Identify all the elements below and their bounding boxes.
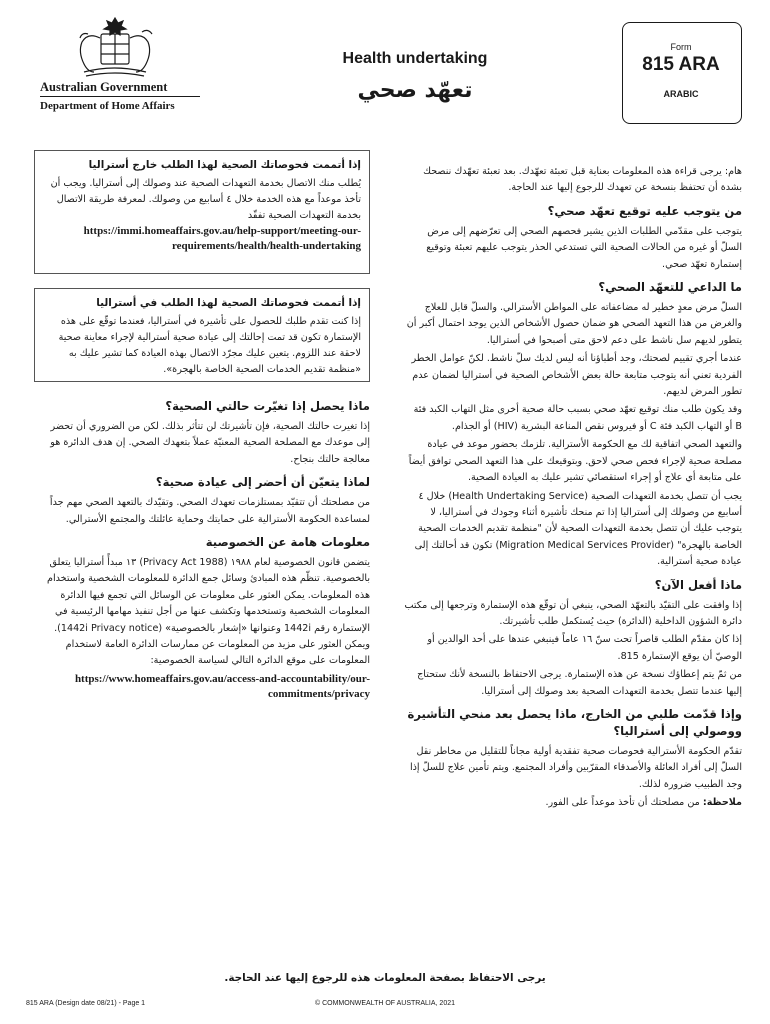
government-name: Australian Government <box>40 80 168 94</box>
section-heading-privacy: معلومات هامة عن الخصوصية <box>205 535 370 550</box>
box-title: إذا أتممت فحوصاتك الصحية لهذا الطلب خارج أستراليا <box>88 159 361 171</box>
intro-paragraph: هام: يرجى قراءة هذه المعلومات بعناية قبل تعبئة تعهّدك. بعد تعبئة تعهّدك ننصحك بشدة أن تحتفظ بنسخة عن تعهدك للرجوع إليها عند الحاجة. <box>423 166 742 194</box>
paragraph: وقد يكون طلب منك توقيع تعهّد صحي بسبب حالة صحية أخرى مثل التهاب الكبد فئة B أو التهاب الكبد فئة C أو فيروس نقص المناعة البشرية (HIV) أو الجذام. <box>413 404 742 432</box>
paragraph: عندما أجري تقييم لصحتك، وجد أطباؤنا أنه ليس لديك سلّ ناشط. لكنّ عوامل الخطر الفردية تعني أنه يتوجب متابعة حالة بعض الأشخاص الصحية في أستراليا لضمان عدم تطور المرض لديهم. <box>411 353 742 398</box>
paragraph: إذا تغيرت حالتك الصحية، فإن تأشيرتك لن تتأثر بذلك. لكن من الضروري أن تحضر إلى موعدك مع المصلحة الصحية المعنيّة عملاً بتعهدك الصحي. إن هدف الدائرة هو معالجة حالتك بنجاح. <box>50 421 370 465</box>
section-heading-why-undertaking: ما الداعي للتعهّد الصحي؟ <box>598 280 742 295</box>
health-undertaking-link[interactable]: https://immi.homeaffairs.gov.au/help-support/meeting-our-requirements/health/health-undertaking <box>83 225 361 252</box>
section-heading-health-change: ماذا يحصل إذا تغيّرت حالتي الصحية؟ <box>165 399 370 413</box>
paragraph: من مصلحتك أن تتقيّد بمستلزمات تعهدك الصحي. وتقيّدك بالتعهد الصحي مهم جداً لمساعدة الحكومة الأسترالية على حمايتك وحماية عائلتك والمجتمع الأسترالي. <box>49 497 370 525</box>
paragraph: تقدّم الحكومة الأسترالية فحوصات صحية تفقدية أولية مجاناً للتقليل من مخاطر نقل السلّ إلى أفراد العائلة والأصدقاء المقرّبين وأفراد المجتمع. ويتم تأمين علاج للسلّ إذا وجد الطبيب ضرورة لذلك. <box>409 745 742 790</box>
note-text: من مصلحتك أن تأخذ موعداً على الفور. <box>545 797 700 809</box>
paragraph: إذا كان مقدّم الطلب قاصراً تحت سنّ ١٦ عاماً فينبغي عندها على أحد الوالدين أو الوصيّ أن يوقع الإستمارة 815. <box>427 634 742 662</box>
onshore-info-box <box>34 288 370 382</box>
paragraph: إذا وافقت على التقيّد بالتعهّد الصحي، ينبغي أن توقّع هذه الإستمارة وترجعها إلى مكتب دائرة الشؤون الداخلية (الدائرة) حيث يُستكمل طلب تأشيرتك. <box>404 599 742 627</box>
footer-form-info: 815 ARA (Design date 08/21) - Page 1 <box>26 1000 146 1007</box>
document-title-arabic: تعهّد صحي <box>357 78 473 103</box>
paragraph: والتعهد الصحي اتفاقية لك مع الحكومة الأسترالية. تلزمك بحضور موعد في عيادة مصلحة صحية لإجراء فحص صحي لاحق. وبتوقيعك على هذا التعهد الصحي توافق أيضاً على متابعة أي علاج أو إجراء استقصائي تشير عليك به العيادة الصحية. <box>408 439 742 484</box>
footer-keep-note: يرجى الاحتفاظ بصفحة المعلومات هذه للرجوع إليها عند الحاجة. <box>224 972 546 984</box>
box-title: إذا أتممت فحوصاتك الصحية لهذا الطلب في أستراليا <box>96 297 361 309</box>
form-label: Form <box>670 42 692 52</box>
box-text: يُطلب منك الاتصال بخدمة التعهدات الصحية عند وصولك إلى أستراليا. ويجب أن تأخذ موعداً مع هذه الخدمة خلال ٤ أسابيع من وصولك. لمعرفة طريقة الاتصال بخدمة التعهدات الصحية تفقّد <box>50 178 361 221</box>
paragraph: يجب أن تتصل بخدمة التعهدات الصحية (Health Undertaking Service) خلال ٤ أسابيع من وصولك إلى أستراليا إذا تم منحك تأشيرة أثناء وجودك في أستراليا، لا يتوجب عليك أن تتصل بخدمة التعهدات الصحية لأن "منظمة تقديم الخدمات الصحية الخاصة بالهجرة" (Migration Medical Services Provider) تكون قد أحالتك إلى عيادة صحية أسترالية. <box>414 490 742 568</box>
privacy-paragraph: يتضمن قانون الخصوصية لعام ١٩٨٨ (Privacy Act 1988) ١٣ مبدأً أستراليا يتعلق بالخصوصية. تنظّم هذه المبادئ وسائل جمع الدائرة للمعلومات الشخصية واستخدام هذه المعلومات. يمكن العثور على معلومات عن الوسائل التي تجمع فيها الدائرة المعلومات الشخصية وتستخدمها وتكشف عنها من أجل تنفيذ مهامها الرئيسية في الإستمارة رقم 1442i وعنوانها «إشعار بالخصوصية» (1442i Privacy notice). ويمكن العثور على مزيد من المعلومات عن ممارسات الدائرة العامة لاستخدام المعلومات على موقع الدائرة التالي لسياسة الخصوصية: <box>47 557 370 667</box>
paragraph: يتوجب على مقدّمي الطلبات الذين يشير فحصهم الصحي إلى تعرّضهم إلى مرض السلّ أو غيره من الحالات الصحية التي تستدعي الحذر يتوجب عليهم تعبئة وتوقيع إستمارة تعهّد صحي. <box>426 225 742 270</box>
privacy-policy-link[interactable]: https://www.homeaffairs.gov.au/access-and-accountability/our-commitments/privacy <box>74 672 370 700</box>
offshore-info-box <box>34 150 370 274</box>
paragraph: من ثمّ يتم إعطاؤك نسخة عن هذه الإستمارة. يرجى الاحتفاظ بالنسخة لأنك ستحتاج إليها عندما تتصل بخدمة التعهدات الصحية بعد وصولك إلى أستراليا. <box>417 669 742 697</box>
form-language: ARABIC <box>663 89 699 99</box>
coat-of-arms-icon <box>70 14 160 82</box>
section-heading-why-clinic: لماذا يتعيّن أن أحضر إلى عيادة صحية؟ <box>155 475 370 490</box>
header-divider <box>40 96 200 97</box>
right-column <box>404 164 742 814</box>
note-paragraph <box>404 795 742 811</box>
left-column <box>34 398 370 702</box>
note-label: ملاحظة: <box>702 797 742 809</box>
footer-copyright: © COMMONWEALTH OF AUSTRALIA, 2021 <box>315 1000 455 1007</box>
section-heading-who-signs: من يتوجب عليه توقيع تعهّد صحي؟ <box>547 203 742 218</box>
department-name: Department of Home Affairs <box>40 100 175 112</box>
box-text: إذا كنت تقدم طلبك للحصول على تأشيرة في أستراليا، فعندما توقّع على هذه الإستمارة تكون قد تمت إحالتك إلى عيادة صحية أسترالية لإجراء معاينة صحية لاحقة عند اللزوم. يتعين عليك مجرّد الاتصال بهذه العيادة كما تشير عليك به «منظمة تقديم الخدمات الصحية الخاصة بالهجرة». <box>58 316 361 375</box>
section-heading-what-now: ماذا أفعل الآن؟ <box>654 577 742 592</box>
section-heading-offshore: وإذا قدّمت طلبي من الخارج، ماذا يحصل بعد منحي التأشيرة ووصولي إلى أستراليا؟ <box>407 706 742 738</box>
paragraph: السلّ مرض معدٍ خطير له مضاعفاته على المواطن الأسترالي. والسلّ قابل للعلاج والغرض من هذا التعهد الصحي هو ضمان حصول الأشخاص الذين يوجد احتمال أكبر أن يتطور لديهم سل ناشط على دعم لاحق متى أصبحوا في أستراليا. <box>406 302 742 346</box>
document-title-english: Health undertaking <box>342 50 488 67</box>
form-number: 815 ARA <box>642 54 720 75</box>
